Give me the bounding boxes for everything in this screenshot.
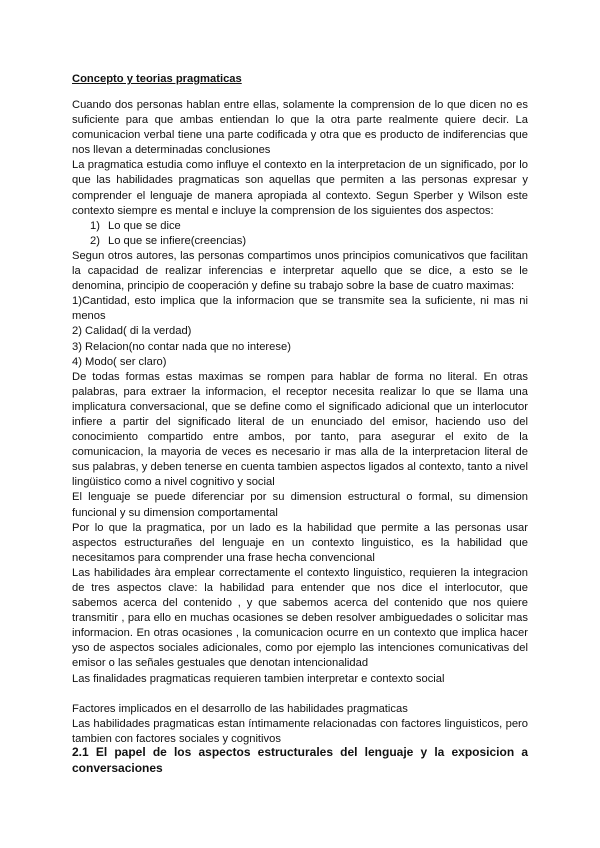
list-text: Lo que se dice bbox=[108, 219, 181, 232]
list-number: 1) bbox=[90, 219, 100, 232]
page-title: Concepto y teorias pragmaticas bbox=[72, 73, 242, 85]
spacer bbox=[72, 687, 528, 702]
document-body bbox=[72, 98, 528, 747]
maxima-cantidad: 1)Cantidad, esto implica que la informacion que se transmite sea la suficiente, ni mas ni menos bbox=[72, 295, 528, 323]
paragraph-dimensiones: El lenguaje se puede diferenciar por su dimension estructural o formal, su dimension funcional y su dimension comportamental bbox=[72, 491, 528, 519]
maxima-relacion: 3) Relacion(no contar nada que no interese) bbox=[72, 340, 291, 353]
list-number: 2) bbox=[90, 234, 100, 247]
list-text: Lo que se infiere(creencias) bbox=[108, 234, 247, 247]
section-heading: 2.1 El papel de los aspectos estructurales del lenguaje y la exposicion a conversaciones bbox=[72, 745, 528, 775]
paragraph-finalidades: Las finalidades pragmaticas requieren tambien interpretar e contexto social bbox=[72, 672, 445, 685]
paragraph-factores-title: Factores implicados en el desarrollo de las habilidades pragmaticas bbox=[72, 702, 408, 715]
paragraph-habilidad: Por lo que la pragmatica, por un lado es la habilidad que permite a las personas usar aspectos estructurañes del lenguaje en un contexto linguistico, es la habilidad que necesitamos para comprender una frase hecha convencional bbox=[72, 521, 528, 564]
maxima-modo: 4) Modo( ser claro) bbox=[72, 355, 167, 368]
list-item bbox=[72, 219, 528, 234]
paragraph-factores: Las habilidades pragmaticas estan íntimamente relacionadas con factores linguisticos, pero tambien con factores sociales y cognitivos bbox=[72, 717, 528, 745]
paragraph-principios: Segun otros autores, las personas compartimos unos principios comunicativos que facilitan la capacidad de realizar inferencias e interpretar aquello que se dice, a esto se le denomina, principio de cooperación y define su trabajo sobre la base de cuatro maximas: bbox=[72, 249, 528, 293]
maxima-calidad: 2) Calidad( di la verdad) bbox=[72, 325, 192, 338]
list-item bbox=[72, 234, 528, 249]
paragraph-implicatura: De todas formas estas maximas se rompen para hablar de forma no literal. En otras palabras, para extraer la informacion, el receptor necesita realizar lo que se llama una implicatura conversacional, que se define como el significado adicional que un interlocutor infiere a partir del significado literal de un enunciado del emisor, haciendo uso del conocimiento compartido entre ambos, por tanto, para asegurar el exito de la comunicacion, la mayoria de veces es necesario ir mas alla de la interpretacion literal de sus palabras, y deben tenerse en cuenta tambien aspectos ligados al contexto, tanto a nivel lingüistico como a nivel cognitivo y social bbox=[72, 370, 528, 489]
paragraph-intro: Cuando dos personas hablan entre ellas, solamente la comprension de lo que dicen no es suficiente para que ambas entiendan lo que la otra parte realmente quiere decir. La comunicacion verbal tiene una parte codificada y otra que es producto de indiferencias que nos llevan a determinadas conclusiones bbox=[72, 99, 528, 157]
paragraph-pragmatica: La pragmatica estudia como influye el contexto en la interpretacion de un significado, por lo que las habilidades pragmaticas son aquellas que permiten a las personas expresar y comprender el lenguaje de manera apropiada al contexto. Segun Sperber y Wilson este contexto siempre es mental e incluye la comprension de los siguientes dos aspectos: bbox=[72, 159, 528, 217]
paragraph-contexto: Las habilidades àra emplear correctamente el contexto linguistico, requieren la integracion de tres aspectos clave: la habilidad para entender que nos dice el interlocutor, que sabemos acerca del contenido , y que sabemos acerca del contenido que nos quiere transmitir , para ello en muchas ocasiones se deben resolver ambiguedades o solicitar mas informacion. En otras ocasiones , la comunicacion ocurre en un contexto que implica hacer yso de aspectos sociales adicionales, como por ejemplo las intenciones comunicativas del emisor o las señales gestuales que denotan intencionalidad bbox=[72, 566, 528, 670]
